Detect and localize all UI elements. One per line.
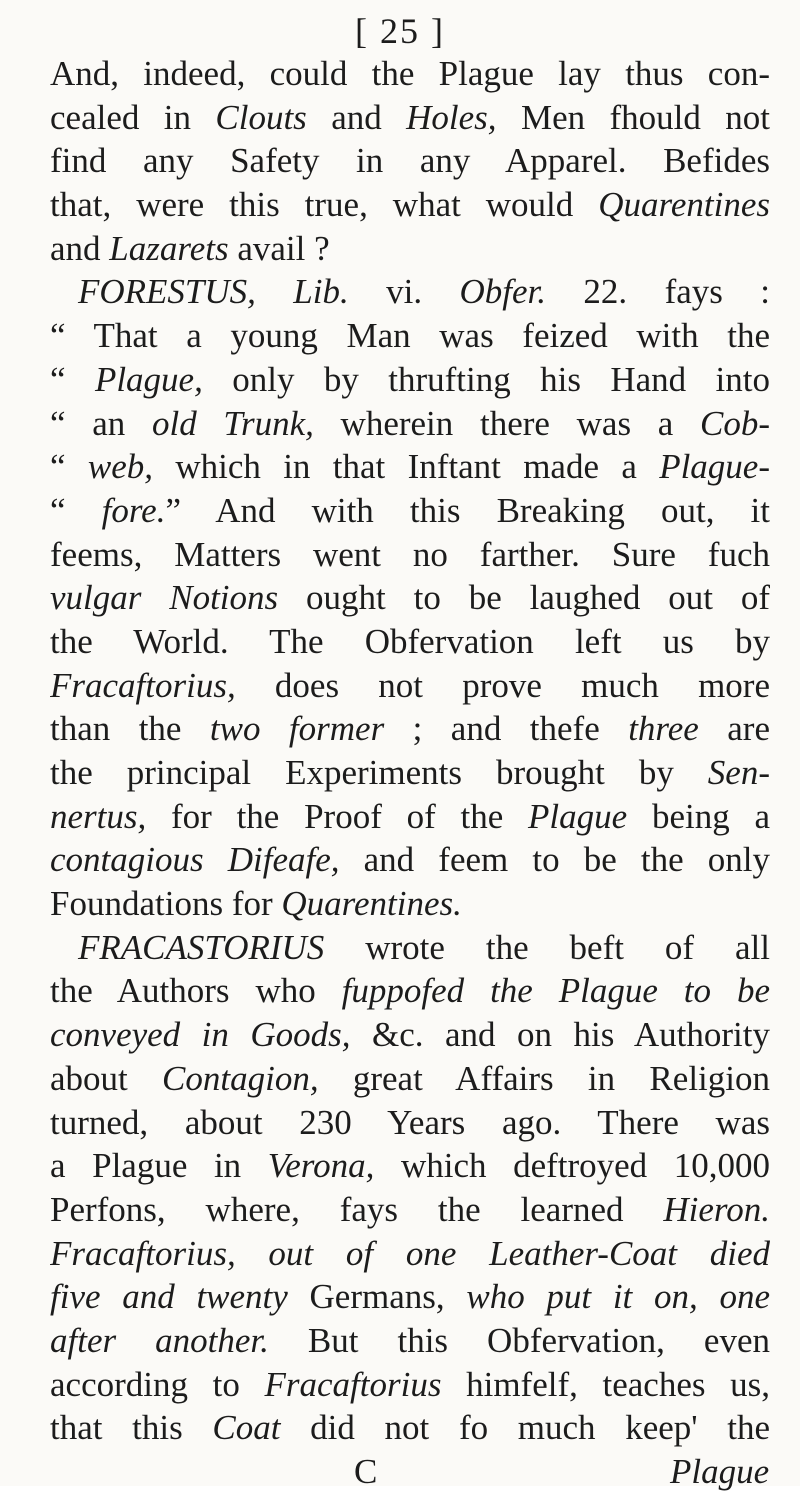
- catchword: Plague: [670, 1452, 770, 1491]
- text-line: [50, 838, 770, 882]
- text-line: [50, 882, 770, 926]
- text-line: [50, 969, 770, 1013]
- text-segment: ” And with this Breaking out, it: [165, 490, 770, 530]
- text-line: [50, 1188, 770, 1232]
- text-line: [50, 926, 770, 970]
- text-line: [50, 1013, 770, 1057]
- text-segment: the Authors who: [50, 971, 342, 1011]
- italic-text: Quarentines: [598, 185, 770, 225]
- italic-text: two former: [209, 709, 385, 749]
- text-segment: But this Obfervation, even: [268, 1320, 770, 1360]
- text-segment: a Plague in: [50, 1146, 268, 1186]
- body-text: [50, 52, 770, 1494]
- page-number: [ 25 ]: [355, 11, 445, 51]
- text-segment: feems, Matters went no farther. Sure fuch: [50, 534, 770, 574]
- text-line: [50, 358, 770, 402]
- text-line: [50, 1144, 770, 1188]
- text-segment: turned, about 230 Years ago. There was: [50, 1102, 770, 1142]
- text-segment: and: [50, 228, 110, 268]
- italic-text: vulgar Notions: [50, 578, 279, 618]
- text-line: [50, 314, 770, 358]
- text-segment: did not fo much keep' the: [280, 1408, 770, 1448]
- text-line: [50, 270, 770, 314]
- text-line: [50, 489, 770, 533]
- text-segment: only by thrufting his Hand into: [202, 359, 770, 399]
- text-line: [50, 533, 770, 577]
- text-line: [50, 1406, 770, 1450]
- text-segment: And, indeed, could the Plague lay thus con-: [50, 54, 770, 93]
- signature-mark: C: [354, 1452, 378, 1491]
- italic-text: conveyed in Goods,: [50, 1015, 351, 1055]
- italic-text: who put it on, one: [466, 1277, 770, 1317]
- text-line: [50, 227, 770, 271]
- text-segment: vi.: [348, 272, 460, 312]
- text-line: [50, 52, 770, 96]
- text-segment: which in that Inftant made a: [153, 447, 660, 487]
- text-line: [50, 576, 770, 620]
- italic-text: Fracaftorius,: [50, 665, 236, 705]
- text-segment: and feem to be the only: [339, 840, 770, 880]
- text-line: [50, 96, 770, 140]
- text-segment: Perfons, where, fays the learned: [50, 1189, 664, 1229]
- text-segment: does not prove much more: [235, 665, 770, 705]
- text-line: [50, 664, 770, 708]
- text-segment: Men fhould not: [496, 97, 770, 137]
- italic-text: nertus,: [50, 796, 147, 836]
- text-segment: being a: [627, 796, 770, 836]
- text-segment: for the Proof of the: [146, 796, 529, 836]
- italic-text: Obfer.: [459, 272, 547, 312]
- text-segment: that, were this true, what would: [50, 185, 599, 225]
- italic-text: FORESTUS,: [78, 272, 256, 312]
- text-line: [50, 1275, 770, 1319]
- text-segment: ; and thefe: [384, 709, 629, 749]
- italic-text: Clouts: [215, 97, 307, 137]
- text-line: [50, 1057, 770, 1101]
- text-segment: 22. fays :: [546, 272, 770, 312]
- text-segment: Foundations for: [50, 884, 282, 924]
- italic-text: Lazarets: [109, 228, 229, 268]
- text-segment: according to: [50, 1364, 265, 1404]
- italic-text: fore.: [101, 490, 166, 530]
- text-segment: about: [50, 1058, 163, 1098]
- italic-text: Quarentines.: [281, 884, 462, 924]
- text-line: [50, 445, 770, 489]
- text-segment: than the: [50, 709, 210, 749]
- italic-text: Sen-: [707, 753, 770, 792]
- text-line: [50, 707, 770, 751]
- italic-text: contagious Difeafe,: [50, 840, 340, 880]
- italic-text: Holes,: [406, 97, 497, 137]
- text-segment: Germans,: [287, 1277, 467, 1317]
- text-line: [50, 183, 770, 227]
- text-segment: the World. The Obfervation left us by: [50, 621, 770, 661]
- text-line: [50, 402, 770, 446]
- text-line: [50, 1232, 770, 1276]
- text-segment: wrote the beft of all: [324, 927, 770, 967]
- italic-text: after another.: [50, 1320, 269, 1360]
- text-segment: and: [306, 97, 407, 137]
- text-line: [50, 1363, 770, 1407]
- italic-text: web,: [87, 447, 154, 487]
- text-segment: himfelf, teaches us,: [441, 1364, 770, 1404]
- text-line: [50, 1101, 770, 1145]
- italic-text: FRACASTORIUS: [78, 927, 325, 967]
- text-segment: [256, 272, 293, 311]
- text-segment: “: [50, 447, 88, 487]
- italic-text: Plague,: [94, 359, 203, 399]
- signature-line: [50, 1450, 770, 1494]
- text-segment: are: [698, 709, 770, 749]
- italic-text: Verona,: [267, 1146, 375, 1186]
- text-segment: ought to be laughed out of: [278, 578, 770, 618]
- text-segment: the principal Experiments brought by: [50, 753, 708, 792]
- italic-text: Contagion,: [162, 1058, 319, 1098]
- text-segment: avail ?: [228, 228, 330, 268]
- text-line: [50, 1319, 770, 1363]
- text-segment: cealed in: [50, 97, 216, 137]
- italic-text: Plague: [528, 796, 628, 836]
- italic-text: five and twenty: [50, 1277, 288, 1317]
- italic-text: three: [628, 709, 699, 749]
- text-segment: wherein there was a: [313, 403, 701, 443]
- italic-text: Coat: [212, 1408, 281, 1448]
- italic-text: Lib.: [293, 272, 349, 312]
- italic-text: Cob-: [700, 403, 770, 443]
- text-line: [50, 620, 770, 664]
- italic-text: Fracaftorius: [264, 1364, 442, 1404]
- text-segment: &c. and on his Authority: [350, 1015, 770, 1055]
- italic-text: Plague-: [659, 447, 770, 487]
- italic-text: Hieron.: [663, 1189, 770, 1229]
- text-segment: that this: [50, 1408, 213, 1448]
- italic-text: fuppofed the Plague to be: [341, 971, 770, 1011]
- text-line: [50, 139, 770, 183]
- text-segment: “: [50, 359, 95, 399]
- text-line: [50, 751, 770, 795]
- text-segment: great Affairs in Religion: [318, 1058, 770, 1098]
- text-segment: which deftroyed 10,000: [374, 1146, 770, 1186]
- text-segment: “ That a young Man was feized with the: [50, 316, 770, 356]
- text-segment: find any Safety in any Apparel. Befides: [50, 141, 770, 181]
- text-segment: “: [50, 490, 102, 530]
- italic-text: old Trunk,: [151, 403, 314, 443]
- italic-text: Fracaftorius, out of one Leather-Coat died: [50, 1233, 770, 1273]
- text-segment: “ an: [50, 403, 152, 443]
- text-line: [50, 795, 770, 839]
